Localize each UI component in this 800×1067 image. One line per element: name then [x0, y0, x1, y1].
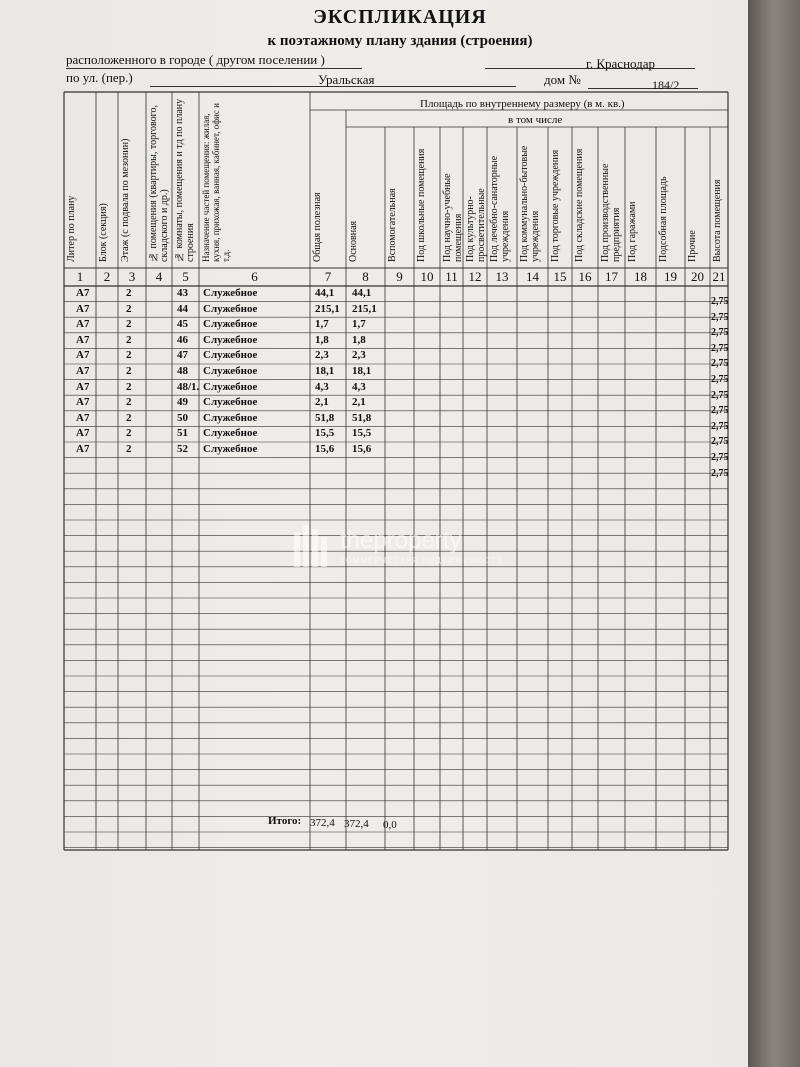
- cell-total: 15,6: [315, 443, 335, 455]
- column-number-16: 16: [578, 269, 592, 284]
- column-number-18: 18: [634, 269, 647, 284]
- city-value: г. Краснодар: [586, 56, 656, 71]
- cell-total: 4,3: [315, 380, 329, 393]
- cell-floor: 2: [126, 333, 132, 346]
- cell-liter: А7: [76, 396, 90, 409]
- cell-liter: А7: [76, 443, 90, 455]
- column-header-21: Высота помещения: [712, 179, 723, 262]
- cell-purpose: Служебное: [203, 396, 258, 409]
- cell-room: 47: [177, 349, 188, 362]
- cell-floor: 2: [126, 396, 132, 409]
- cell-purpose: Служебное: [203, 380, 258, 393]
- column-header-19: Подсобная площадь: [658, 176, 669, 262]
- column-header-8: Основная: [348, 220, 359, 262]
- column-header-6: Назначение частей помещения: жилая, кухня, прихожая, ванная, кабинет, офис и т.д.: [201, 103, 231, 262]
- cell-room: 49: [177, 396, 188, 409]
- cell-main: 44,1: [352, 287, 372, 299]
- cell-purpose: Служебное: [203, 349, 258, 362]
- column-number-12: 12: [468, 269, 482, 284]
- cell-purpose: Служебное: [203, 333, 258, 346]
- cell-floor: 2: [126, 365, 132, 377]
- cell-floor: 2: [126, 427, 132, 440]
- cell-floor: 2: [126, 380, 132, 393]
- cell-liter: А7: [76, 302, 90, 315]
- cell-main: 51,8: [352, 411, 372, 424]
- column-number-11: 11: [445, 269, 458, 284]
- cell-room: 48: [177, 365, 188, 377]
- cell-height: 2,75: [711, 436, 729, 448]
- column-header-12: Под культурно-просветительные: [465, 188, 487, 262]
- cell-main: 18,1: [352, 365, 372, 377]
- cell-total: 18,1: [315, 365, 335, 377]
- column-header-14: Под коммунально-бытовые учреждения: [519, 145, 541, 262]
- column-number-6: 6: [251, 269, 258, 284]
- cell-liter: А7: [76, 380, 90, 393]
- cell-height: 2,75: [711, 467, 729, 479]
- cell-main: 1,7: [352, 318, 366, 331]
- cell-total: 2,1: [315, 396, 329, 409]
- cell-floor: 2: [126, 349, 132, 362]
- cell-purpose: Служебное: [203, 318, 258, 331]
- column-number-13: 13: [495, 269, 509, 284]
- column-number-8: 8: [362, 269, 369, 284]
- cell-liter: А7: [76, 318, 90, 331]
- cell-total: 15,5: [315, 427, 335, 440]
- cell-height: 2,75: [711, 327, 729, 339]
- column-number-4: 4: [155, 269, 163, 284]
- cell-room: 50: [177, 411, 188, 424]
- document-title: ЭКСПЛИКАЦИЯ: [313, 6, 487, 28]
- column-number-1: 1: [76, 269, 84, 284]
- column-number-21: 21: [712, 269, 726, 284]
- totals-main: 372,4: [344, 818, 369, 830]
- including-header: в том числе: [508, 114, 563, 126]
- cell-height: 2,75: [711, 342, 729, 354]
- column-number-15: 15: [553, 269, 567, 284]
- cell-liter: А7: [76, 333, 90, 346]
- cell-room: 52: [177, 443, 188, 455]
- watermark-logo-icon: [292, 523, 336, 567]
- cell-main: 15,6: [352, 443, 372, 455]
- cell-floor: 2: [126, 443, 132, 455]
- cell-liter: А7: [76, 349, 90, 362]
- street-value: Уральская: [318, 72, 375, 87]
- watermark-name: theproperty: [340, 527, 462, 554]
- column-header-17: Под производственные предприятия: [600, 163, 622, 262]
- column-number-7: 7: [324, 269, 332, 284]
- cell-purpose: Служебное: [203, 411, 258, 424]
- cell-room: 45: [177, 318, 188, 331]
- column-number-9: 9: [396, 269, 403, 284]
- cell-room: 44: [177, 302, 188, 315]
- location-label: расположенного в городе ( другом поселении ): [66, 52, 325, 67]
- totals-aux: 0,0: [383, 819, 397, 831]
- document-subtitle: к поэтажному плану здания (строения): [267, 33, 533, 49]
- cell-floor: 2: [126, 318, 132, 331]
- column-header-7: Общая полезная: [312, 192, 323, 262]
- cell-total: 44,1: [315, 287, 335, 299]
- cell-floor: 2: [126, 411, 132, 424]
- column-header-3: Этаж (с подвала по мезонин): [120, 138, 131, 262]
- cell-liter: А7: [76, 287, 90, 299]
- cell-main: 2,1: [352, 396, 366, 409]
- cell-height: 2,75: [711, 311, 729, 323]
- cell-main: 15,5: [352, 427, 372, 440]
- cell-total: 215,1: [315, 302, 340, 315]
- cell-height: 2,75: [711, 358, 729, 370]
- column-header-2: Блок (секция): [98, 203, 109, 262]
- cell-room: 51: [177, 427, 188, 440]
- totals-total: 372,4: [310, 817, 335, 829]
- column-header-13: Под лечебно-санаторные учреждения: [489, 155, 511, 262]
- totals-label: Итого:: [268, 815, 302, 827]
- cell-liter: А7: [76, 427, 90, 440]
- cell-purpose: Служебное: [203, 287, 258, 299]
- column-number-14: 14: [526, 269, 539, 284]
- cell-height: 2,75: [711, 296, 729, 307]
- street-label: по ул. (пер.): [66, 70, 133, 85]
- area-header: Площадь по внутреннему размеру (в м. кв.): [420, 98, 625, 110]
- cell-main: 2,3: [352, 349, 366, 362]
- cell-purpose: Служебное: [203, 365, 258, 377]
- watermark-tagline: КОММЕРЧЕСКАЯ НЕДВИЖИМОСТЬ: [340, 556, 504, 565]
- column-header-1: Литер по плану: [66, 195, 77, 262]
- column-header-18: Под гаражами: [627, 201, 638, 262]
- cell-total: 1,7: [315, 318, 329, 331]
- cell-floor: 2: [126, 287, 132, 299]
- cell-liter: А7: [76, 411, 90, 424]
- cell-room: 43: [177, 287, 188, 299]
- column-header-16: Под складские помещения: [574, 148, 585, 262]
- cell-height: 2,75: [711, 374, 729, 385]
- column-header-10: Под школьные помещения: [416, 148, 427, 262]
- column-header-11: Под научно-учебные помещения: [442, 173, 464, 262]
- cell-total: 1,8: [315, 333, 329, 346]
- cell-room: 48/1.: [177, 380, 200, 393]
- cell-total: 2,3: [315, 349, 329, 362]
- cell-main: 4,3: [352, 380, 366, 393]
- cell-purpose: Служебное: [203, 427, 258, 440]
- cell-main: 1,8: [352, 333, 366, 346]
- column-number-2: 2: [103, 269, 111, 284]
- column-number-3: 3: [128, 269, 136, 284]
- cell-purpose: Служебное: [203, 443, 258, 455]
- cell-total: 51,8: [315, 411, 335, 424]
- cell-purpose: Служебное: [203, 302, 258, 315]
- column-number-10: 10: [420, 269, 434, 284]
- cell-liter: А7: [76, 365, 90, 377]
- column-number-17: 17: [605, 269, 618, 284]
- cell-height: 2,75: [711, 389, 729, 401]
- column-header-20: Прочие: [687, 230, 698, 262]
- column-header-4: № помещения (квартиры, торгового, складского и др.): [148, 105, 170, 262]
- column-number-19: 19: [664, 269, 677, 284]
- column-header-5: № комнаты, помещения и тд по плану строения: [174, 98, 196, 262]
- cell-height: 2,75: [711, 405, 729, 417]
- column-header-9: Вспомогательная: [387, 188, 398, 262]
- cell-height: 2,75: [711, 420, 729, 432]
- cell-room: 46: [177, 333, 188, 346]
- cell-main: 215,1: [352, 302, 377, 315]
- cell-height: 2,75: [711, 452, 729, 463]
- house-value: 184/2: [652, 78, 680, 92]
- column-number-5: 5: [182, 269, 189, 284]
- house-label: дом №: [544, 72, 581, 87]
- column-header-15: Под торговые учреждения: [550, 149, 561, 262]
- cell-floor: 2: [126, 302, 132, 315]
- column-number-20: 20: [691, 269, 704, 284]
